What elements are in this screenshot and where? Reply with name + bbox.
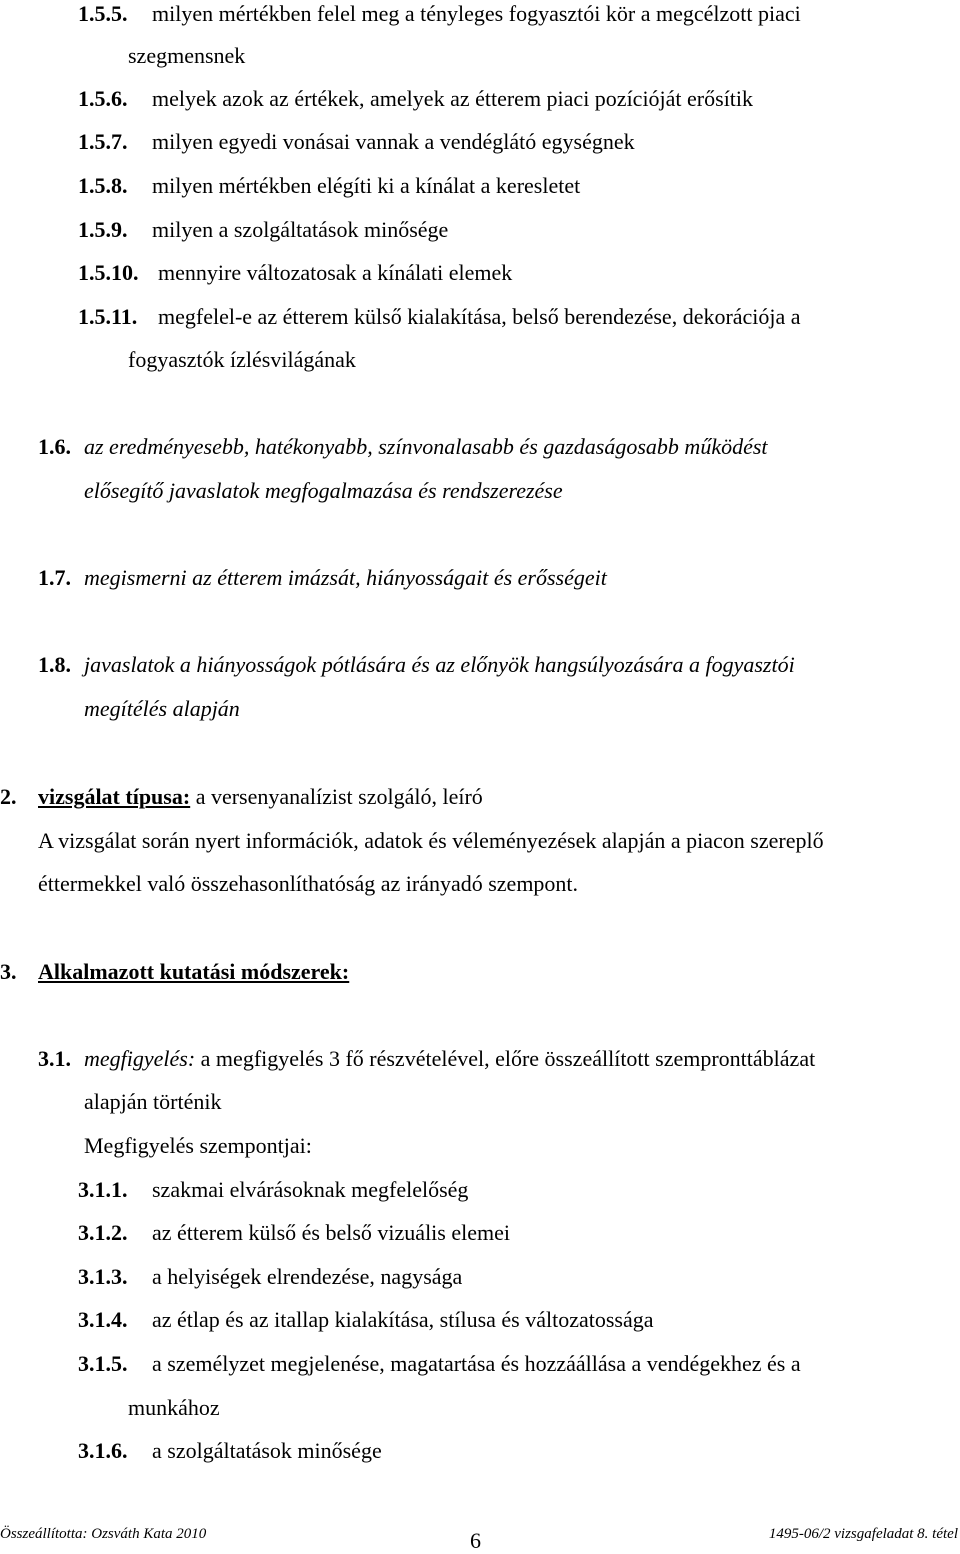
section-number: 3. — [0, 959, 17, 984]
page-number: 6 — [470, 1528, 481, 1553]
item-number: 3.1.4. — [78, 1307, 128, 1332]
item-text: melyek azok az értékek, amelyek az étterem piaci pozícióját erősítik — [152, 86, 754, 111]
item-number: 3.1.2. — [78, 1220, 128, 1245]
item-number: 1.5.8. — [78, 173, 128, 198]
item-number: 1.5.10. — [78, 260, 139, 285]
item-text: milyen mértékben felel meg a tényleges fogyasztói kör a megcélzott piaci — [152, 1, 801, 26]
item-number: 1.5.11. — [78, 304, 138, 329]
paragraph-line: éttermekkel való összehasonlíthatóság az irányadó szempont. — [38, 871, 579, 896]
section-label: vizsgálat típusa: — [38, 784, 191, 809]
section-text: az eredményesebb, hatékonyabb, színvonalasabb és gazdaságosabb működést — [84, 434, 768, 459]
item-text: az étterem külső és belső vizuális elemei — [152, 1220, 510, 1245]
item-text: milyen a szolgáltatások minősége — [152, 217, 449, 242]
section-number: 1.8. — [38, 652, 71, 677]
item-text: szakmai elvárásoknak megfelelőség — [152, 1177, 469, 1202]
item-text: milyen egyedi vonásai vannak a vendéglátó egységnek — [152, 129, 635, 154]
section-number: 1.7. — [38, 565, 71, 590]
item-text-continued: fogyasztók ízlésvilágának — [128, 347, 356, 372]
section-text: javaslatok a hiányosságok pótlására és az előnyök hangsúlyozására a fogyasztói — [84, 652, 795, 677]
item-number: 1.5.9. — [78, 217, 128, 242]
item-number: 1.5.5. — [78, 1, 128, 26]
section-text-continued: elősegítő javaslatok megfogalmazása és rendszerezése — [84, 478, 563, 503]
section-number: 1.6. — [38, 434, 71, 459]
subsection-line — [84, 1045, 815, 1073]
item-text: milyen mértékben elégíti ki a kínálat a keresletet — [152, 173, 581, 198]
item-number: 3.1.1. — [78, 1177, 128, 1202]
subsection-label: megfigyelés: — [84, 1046, 196, 1071]
item-number: 3.1.3. — [78, 1264, 128, 1289]
item-text: mennyire változatosak a kínálati elemek — [158, 260, 513, 285]
footer-exam-ref: 1495-06/2 vizsgafeladat 8. tétel — [768, 1526, 958, 1542]
section-text: a versenyanalízist szolgáló, leíró — [195, 784, 483, 809]
item-number: 3.1.5. — [78, 1351, 128, 1376]
paragraph-line: A vizsgálat során nyert információk, adatok és véleményezések alapján a piacon szereplő — [38, 828, 824, 853]
footer-author: Összeállította: Ozsváth Kata 2010 — [0, 1526, 207, 1542]
item-text: megfelel-e az étterem külső kialakítása, belső berendezése, dekorációja a — [158, 304, 801, 329]
section-text-continued: megítélés alapján — [84, 696, 240, 721]
item-number: 1.5.6. — [78, 86, 128, 111]
item-text: a személyzet megjelenése, magatartása és hozzáállása a vendégekhez és a — [152, 1351, 801, 1376]
subsection-subtitle: Megfigyelés szempontjai: — [84, 1133, 312, 1158]
section-heading: Alkalmazott kutatási módszerek: — [38, 959, 350, 984]
section-number: 2. — [0, 784, 17, 809]
item-text-continued: munkához — [128, 1395, 220, 1420]
item-number: 1.5.7. — [78, 129, 128, 154]
item-text: a helyiségek elrendezése, nagysága — [152, 1264, 463, 1289]
subsection-text-continued: alapján történik — [84, 1089, 222, 1114]
item-text: a szolgáltatások minősége — [152, 1438, 382, 1463]
section-line — [38, 783, 483, 811]
subsection-number: 3.1. — [38, 1046, 71, 1071]
item-text: az étlap és az itallap kialakítása, stílusa és változatossága — [152, 1307, 654, 1332]
subsection-text: a megfigyelés 3 fő részvételével, előre összeállított szempronttáblázat — [200, 1046, 816, 1071]
item-number: 3.1.6. — [78, 1438, 128, 1463]
item-text-continued: szegmensnek — [128, 43, 246, 68]
section-text: megismerni az étterem imázsát, hiányosságait és erősségeit — [84, 565, 607, 590]
